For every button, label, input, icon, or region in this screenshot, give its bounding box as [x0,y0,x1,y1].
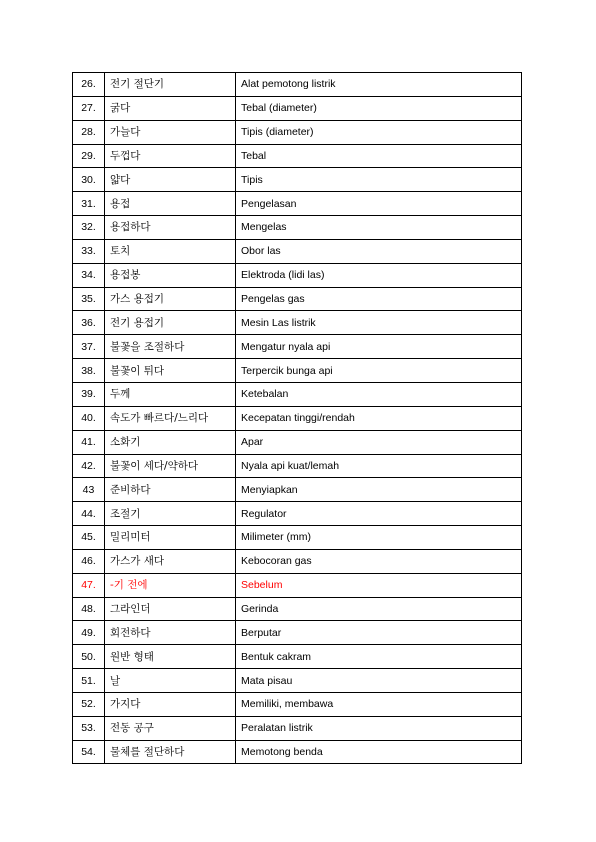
row-number: 39. [73,382,105,406]
table-row [73,502,522,526]
table-row [73,669,522,693]
indonesian-translation: Memotong benda [236,740,522,764]
indonesian-translation: Mata pisau [236,669,522,693]
korean-term: 용접 [105,192,236,216]
table-row [73,96,522,120]
table-row [73,454,522,478]
indonesian-translation: Elektroda (lidi las) [236,263,522,287]
row-number: 47. [73,573,105,597]
row-number: 34. [73,263,105,287]
row-number: 43 [73,478,105,502]
table-row [73,311,522,335]
table-row [73,239,522,263]
row-number: 41. [73,430,105,454]
vocabulary-table-body [73,73,522,764]
korean-term: 토치 [105,239,236,263]
row-number: 40. [73,406,105,430]
indonesian-translation: Berputar [236,621,522,645]
indonesian-translation: Nyala api kuat/lemah [236,454,522,478]
indonesian-translation: Peralatan listrik [236,716,522,740]
korean-term: 전동 공구 [105,716,236,740]
row-number: 31. [73,192,105,216]
row-number: 36. [73,311,105,335]
table-row [73,168,522,192]
table-row [73,382,522,406]
table-row [73,192,522,216]
korean-term: 가스가 새다 [105,549,236,573]
indonesian-translation: Terpercik bunga api [236,359,522,383]
row-number: 26. [73,73,105,97]
korean-term: 가지다 [105,692,236,716]
indonesian-translation: Tipis [236,168,522,192]
row-number: 45. [73,526,105,550]
row-number: 29. [73,144,105,168]
indonesian-translation: Tipis (diameter) [236,120,522,144]
korean-term: 용접하다 [105,216,236,240]
indonesian-translation: Menyiapkan [236,478,522,502]
table-row [73,359,522,383]
korean-term: 전기 절단기 [105,73,236,97]
indonesian-translation: Mengatur nyala api [236,335,522,359]
table-row [73,287,522,311]
row-number: 53. [73,716,105,740]
indonesian-translation: Alat pemotong listrik [236,73,522,97]
row-number: 44. [73,502,105,526]
table-row [73,263,522,287]
indonesian-translation: Tebal (diameter) [236,96,522,120]
table-row-highlighted [73,573,522,597]
korean-term: 굵다 [105,96,236,120]
table-row [73,144,522,168]
indonesian-translation: Mesin Las listrik [236,311,522,335]
table-row [73,597,522,621]
table-row [73,216,522,240]
row-number: 38. [73,359,105,383]
table-row [73,716,522,740]
korean-term: 가스 용접기 [105,287,236,311]
row-number: 54. [73,740,105,764]
table-row [73,73,522,97]
korean-term: 원반 형태 [105,645,236,669]
table-row [73,549,522,573]
table-row [73,120,522,144]
table-row [73,645,522,669]
korean-term: 소화기 [105,430,236,454]
korean-term: 불꽃을 조절하다 [105,335,236,359]
row-number: 52. [73,692,105,716]
indonesian-translation: Apar [236,430,522,454]
korean-term: 회전하다 [105,621,236,645]
row-number: 48. [73,597,105,621]
table-row [73,740,522,764]
indonesian-translation: Pengelasan [236,192,522,216]
indonesian-translation: Bentuk cakram [236,645,522,669]
korean-term: 속도가 빠르다/느리다 [105,406,236,430]
indonesian-translation: Milimeter (mm) [236,526,522,550]
row-number: 50. [73,645,105,669]
indonesian-translation: Kecepatan tinggi/rendah [236,406,522,430]
row-number: 28. [73,120,105,144]
row-number: 35. [73,287,105,311]
table-row [73,406,522,430]
korean-term: -기 전에 [105,573,236,597]
korean-term: 전기 용접기 [105,311,236,335]
table-row [73,621,522,645]
indonesian-translation: Memiliki, membawa [236,692,522,716]
row-number: 46. [73,549,105,573]
table-row [73,692,522,716]
korean-term: 불꽃이 세다/약하다 [105,454,236,478]
row-number: 49. [73,621,105,645]
row-number: 33. [73,239,105,263]
vocabulary-table [72,72,522,764]
korean-term: 날 [105,669,236,693]
korean-term: 조절기 [105,502,236,526]
table-row [73,335,522,359]
table-row [73,430,522,454]
korean-term: 준비하다 [105,478,236,502]
indonesian-translation: Ketebalan [236,382,522,406]
row-number: 30. [73,168,105,192]
indonesian-translation: Kebocoran gas [236,549,522,573]
korean-term: 밀리미터 [105,526,236,550]
korean-term: 물체를 절단하다 [105,740,236,764]
korean-term: 그라인더 [105,597,236,621]
indonesian-translation: Obor las [236,239,522,263]
korean-term: 불꽃이 튀다 [105,359,236,383]
korean-term: 두껍다 [105,144,236,168]
table-row [73,478,522,502]
indonesian-translation: Regulator [236,502,522,526]
indonesian-translation: Gerinda [236,597,522,621]
korean-term: 용접봉 [105,263,236,287]
korean-term: 두께 [105,382,236,406]
row-number: 51. [73,669,105,693]
korean-term: 얇다 [105,168,236,192]
indonesian-translation: Sebelum [236,573,522,597]
korean-term: 가늘다 [105,120,236,144]
indonesian-translation: Tebal [236,144,522,168]
row-number: 37. [73,335,105,359]
row-number: 42. [73,454,105,478]
row-number: 27. [73,96,105,120]
table-row [73,526,522,550]
row-number: 32. [73,216,105,240]
indonesian-translation: Mengelas [236,216,522,240]
indonesian-translation: Pengelas gas [236,287,522,311]
